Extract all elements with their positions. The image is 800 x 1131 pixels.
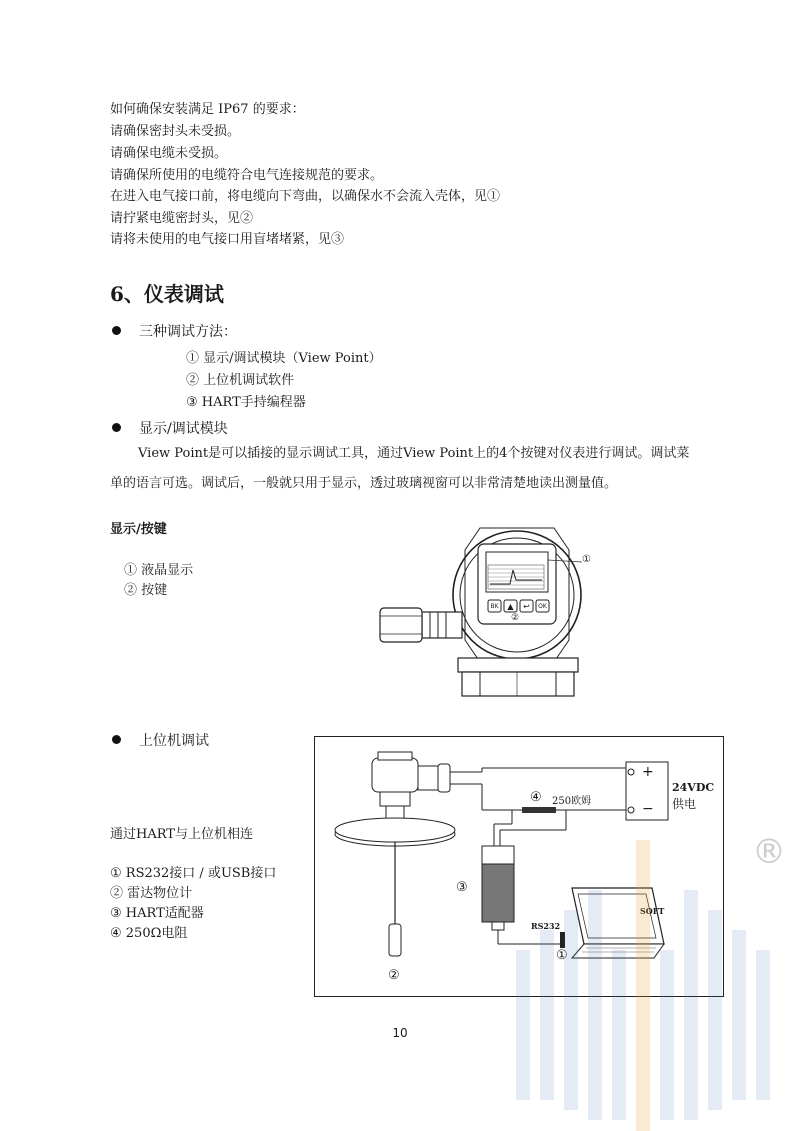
bullet-icon (112, 423, 121, 432)
display-keys-title: 显示/按键 (110, 522, 167, 537)
return-button: ↩ (523, 602, 530, 611)
up-arrow-button: ▲ (507, 602, 514, 611)
section-heading: 6、仪表调试 (110, 282, 224, 306)
host-debug-item: ④ 250Ω电阻 (110, 926, 188, 941)
registered-mark: ® (752, 832, 786, 872)
supply-label: 供电 (672, 797, 697, 811)
ip67-line: 在进入电气接口前，将电缆向下弯曲，以确保水不会流入壳体，见① (110, 189, 501, 204)
host-debug-subtitle: 通过HART与上位机相连 (110, 827, 253, 842)
plus-terminal: + (642, 764, 654, 780)
bullet-icon (112, 735, 121, 744)
bullet-icon (112, 326, 121, 335)
transmitter-head-illustration (370, 520, 600, 710)
host-debug-item: ② 雷达物位计 (110, 886, 193, 901)
display-keys-item: ② 按键 (124, 583, 168, 598)
back-button: BK (490, 603, 499, 610)
watermark-logo (500, 840, 800, 1131)
host-debug-title: 上位机调试 (139, 733, 209, 749)
minus-terminal: − (642, 801, 654, 817)
radar-number: ② (388, 968, 400, 983)
host-debug-item: ① RS232接口 / 或USB接口 (110, 866, 277, 881)
ip67-line: 如何确保安装满足 IP67 的要求： (110, 102, 305, 117)
ip67-line: 请将未使用的电气接口用盲堵堵紧，见③ (110, 232, 345, 247)
adapter-number: ③ (456, 880, 468, 895)
host-debug-item: ③ HART适配器 (110, 906, 204, 921)
port-number: ① (556, 948, 568, 963)
laptop-label: SOFT (640, 906, 665, 916)
page-number: 10 (392, 1026, 408, 1040)
method-item: ② 上位机调试软件 (186, 373, 295, 388)
ip67-line: 请拧紧电缆密封头，见② (110, 211, 254, 226)
display-module-paragraph: View Point是可以插接的显示调试工具，通过View Point上的4个按键对仪表进行调试。调试菜单的语言可选。调试后，一般就只用于显示，透过玻璃视窗可以非常清楚地读出测量值。 (110, 446, 690, 491)
ip67-line: 请确保密封头未受损。 (110, 124, 241, 139)
supply-voltage-label: 24VDC (672, 781, 715, 794)
ok-button: OK (538, 603, 547, 610)
callout-lcd: ① (582, 554, 591, 565)
resistor-number: ④ (530, 790, 542, 805)
resistor-label: 250欧姆 (552, 796, 592, 807)
method-item: ③ HART手持编程器 (186, 395, 306, 410)
ip67-line: 请确保电缆未受损。 (110, 146, 228, 161)
display-module-title: 显示/调试模块 (139, 421, 228, 437)
display-keys-item: ① 液晶显示 (124, 563, 194, 578)
method-item: ① 显示/调试模块（View Point） (186, 351, 382, 366)
methods-title: 三种调试方法： (139, 324, 237, 340)
port-label: RS232 (531, 921, 561, 931)
ip67-line: 请确保所使用的电缆符合电气连接规范的要求。 (110, 168, 384, 183)
callout-keys: ② (511, 613, 520, 623)
